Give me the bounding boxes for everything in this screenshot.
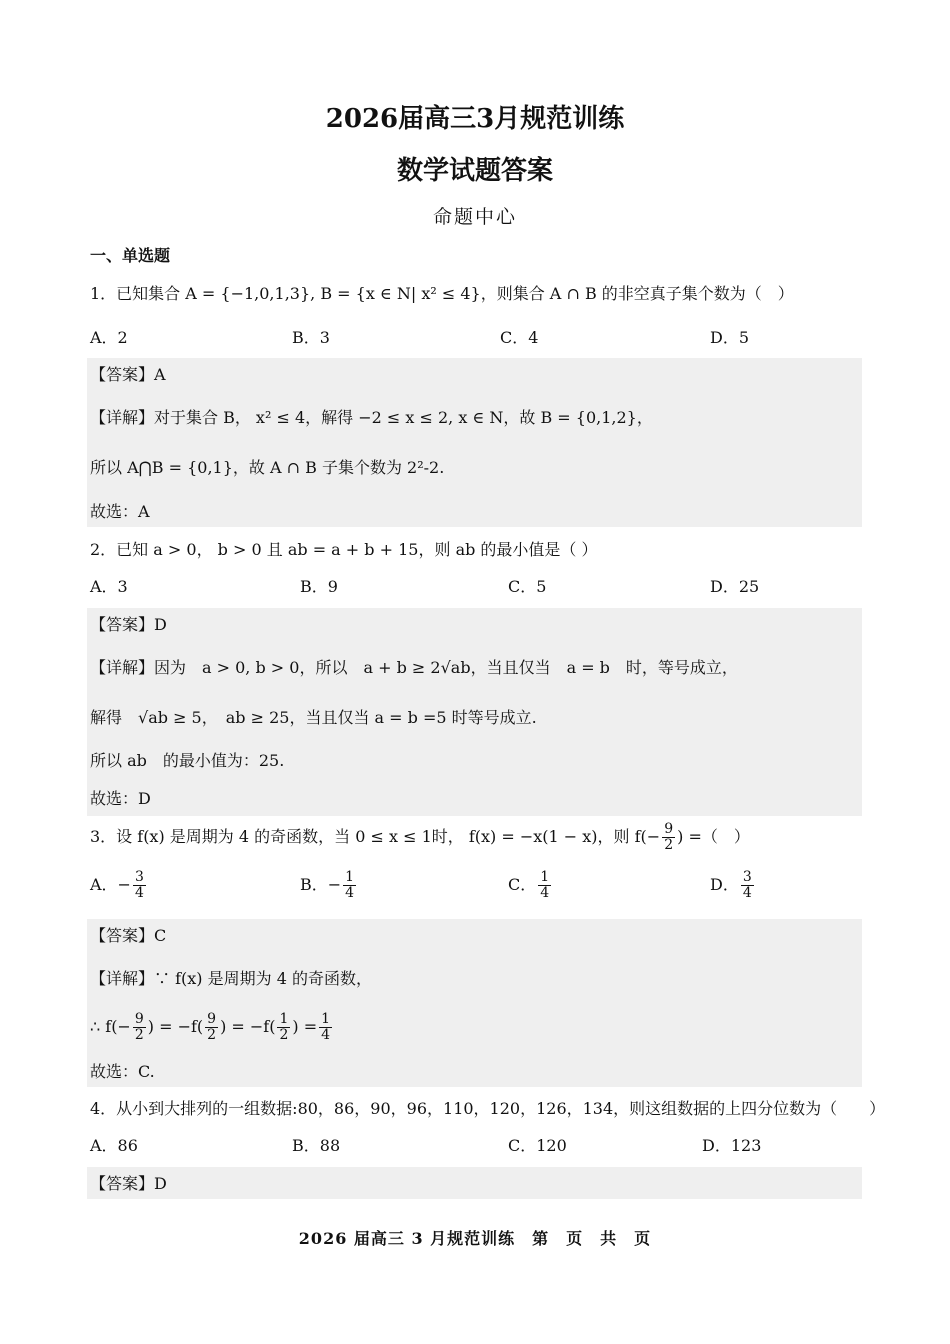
q3-answer: 【答案】C <box>90 926 167 945</box>
q2-option-a: A．3 <box>90 577 128 596</box>
frac-den: 2 <box>207 1027 217 1043</box>
q2-detail-line-1: 【详解】因为 a > 0, b > 0，所以 a + b ≥ 2√ab，当且仅当 a = b 时，等号成立， <box>90 658 738 677</box>
q4-option-d: D．123 <box>702 1136 762 1155</box>
q1-answer-box <box>87 358 862 527</box>
frac-den: 4 <box>345 885 355 901</box>
q4-option-a: A．86 <box>90 1136 138 1155</box>
fraction <box>319 1012 332 1043</box>
frac-num: 1 <box>540 869 550 885</box>
text-part: ) = −f( <box>147 1017 204 1036</box>
text-part: ∴ f(− <box>90 1017 131 1036</box>
q4-answer: 【答案】D <box>90 1174 167 1193</box>
fraction <box>277 1012 290 1043</box>
q3-stem-suffix: ) =（ ） <box>677 827 750 846</box>
text-part: ) = −f( <box>220 1017 276 1036</box>
q3-option-c-label: C． <box>508 875 537 894</box>
author-line: 命题中心 <box>432 206 517 228</box>
frac-den: 4 <box>321 1027 331 1043</box>
frac-den: 4 <box>134 885 144 901</box>
page-title: 2026届高三3月规范训练 <box>325 104 625 134</box>
question-4-stem: 4．从小到大排列的一组数据:80，86，90，96，110，120，126，134，则这组数据的上四分位数为（ ） <box>90 1099 886 1118</box>
page-subtitle: 数学试题答案 <box>396 156 553 186</box>
q3-option-a <box>90 870 148 901</box>
frac-num: 9 <box>134 1011 144 1027</box>
question-1-stem: 1．已知集合 A = {−1,0,1,3}, B = {x ∈ N| x² ≤ 4}，则集合 A ∩ B 的非空真子集个数为（ ） <box>90 284 794 303</box>
q1-option-c: C．4 <box>500 328 539 347</box>
q3-answer-box <box>87 919 862 1087</box>
q3-option-c <box>508 870 553 901</box>
text-part: ) = <box>292 1017 318 1036</box>
q3-option-b <box>300 870 358 901</box>
q3-stem-frac-num: 9 <box>664 821 674 837</box>
q3-option-b-fraction <box>343 870 356 901</box>
q3-option-c-fraction <box>538 870 551 901</box>
frac-num: 1 <box>321 1011 331 1027</box>
question-3-stem <box>90 822 750 853</box>
q1-option-a: A．2 <box>90 328 128 347</box>
fraction <box>205 1012 218 1043</box>
q1-detail-line-3: 故选：A <box>90 502 150 521</box>
q2-option-d: D．25 <box>710 577 760 596</box>
q3-stem-fraction <box>662 822 675 853</box>
q1-option-b: B．3 <box>292 328 330 347</box>
q1-detail-line-2: 所以 A⋂B = {0,1}，故 A ∩ B 子集个数为 2²-2. <box>90 458 445 477</box>
frac-num: 1 <box>345 869 355 885</box>
q4-option-b: B．88 <box>292 1136 341 1155</box>
q4-option-c: C．120 <box>508 1136 567 1155</box>
frac-num: 9 <box>207 1011 217 1027</box>
frac-num: 3 <box>742 869 752 885</box>
q3-option-a-label: A．− <box>90 875 131 894</box>
q3-option-d-fraction <box>741 870 754 901</box>
q2-detail-line-3: 所以 ab 的最小值为：25. <box>90 751 285 770</box>
q3-stem-frac-den: 2 <box>664 837 674 853</box>
q2-detail-line-2: 解得 √ab ≥ 5， ab ≥ 25，当且仅当 a = b =5 时等号成立. <box>90 708 537 727</box>
frac-den: 2 <box>134 1027 144 1043</box>
fraction <box>133 1012 146 1043</box>
q1-detail-line-1: 【详解】对于集合 B， x² ≤ 4，解得 −2 ≤ x ≤ 2, x ∈ N，故 B = {0,1,2}， <box>90 408 653 427</box>
frac-num: 3 <box>134 869 144 885</box>
frac-den: 2 <box>279 1027 289 1043</box>
q2-answer: 【答案】D <box>90 615 167 634</box>
q3-detail-line-2 <box>90 1012 334 1043</box>
q3-detail-line-1: 【详解】∵ f(x) 是周期为 4 的奇函数， <box>90 969 372 988</box>
q3-option-d-label: D． <box>710 875 739 894</box>
q3-option-d <box>710 870 756 901</box>
q3-detail-line-3: 故选：C. <box>90 1062 155 1081</box>
frac-den: 4 <box>742 885 752 901</box>
q3-option-b-label: B．− <box>300 875 342 894</box>
question-2-stem: 2．已知 a > 0， b > 0 且 ab = a + b + 15，则 ab 的最小值是（ ） <box>90 540 598 559</box>
q4-answer-box <box>87 1167 862 1199</box>
frac-num: 1 <box>279 1011 289 1027</box>
q3-option-a-fraction <box>133 870 146 901</box>
q2-option-c: C．5 <box>508 577 547 596</box>
q1-option-d: D．5 <box>710 328 750 347</box>
q1-answer: 【答案】A <box>90 365 166 384</box>
q2-detail-line-4: 故选：D <box>90 789 151 808</box>
q3-stem-prefix: 3．设 f(x) 是周期为 4 的奇函数，当 0 ≤ x ≤ 1时， f(x) = −x(1 − x)，则 f(− <box>90 827 661 846</box>
page-footer: 2026 届高三 3 月规范训练 第 页 共 页 <box>298 1229 652 1248</box>
section-heading: 一、单选题 <box>90 246 171 265</box>
q2-option-b: B．9 <box>300 577 338 596</box>
frac-den: 4 <box>540 885 550 901</box>
